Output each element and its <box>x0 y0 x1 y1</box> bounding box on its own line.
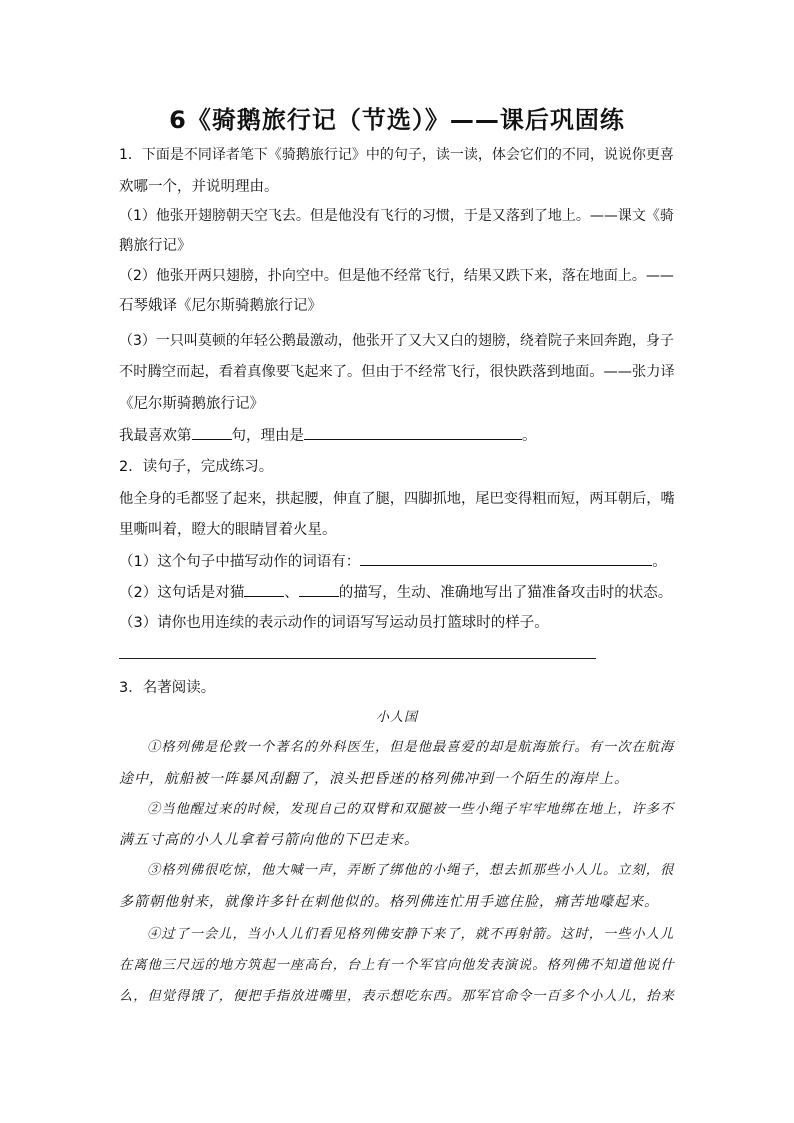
q1-answer-middle: 句，理由是 <box>231 428 304 444</box>
q2-sub3-line: （3）请你也用连续的表示动作的词语写写运动员打篮球时的样子。 <box>119 615 549 631</box>
q2-sub1-blank[interactable] <box>360 551 652 566</box>
passage-line-9: 么，但觉得饿了，便把手指放进嘴里，表示想吃东西。那军官命令一百多个小人儿，抬来 <box>119 989 675 1004</box>
q1-prompt-line-2: 欢哪一个，并说明理由。 <box>119 179 279 195</box>
passage-line-4: 满五寸高的小人儿拿着弓箭向他的下巴走来。 <box>119 832 419 848</box>
q1-sentence-1b: 鹅旅行记》 <box>119 238 192 254</box>
passage-line-2: 途中，航船被一阵暴风刮翻了，浪头把昏迷的格列佛冲到一个陌生的海岸上。 <box>119 771 629 787</box>
q1-sentence-3c: 《尼尔斯骑鹅旅行记》 <box>119 396 264 412</box>
q2-sub3-answer-line[interactable] <box>119 658 596 659</box>
q2-sub2-line <box>119 582 672 603</box>
q1-answer-end: 。 <box>522 428 537 444</box>
q2-sub2-separator: 、 <box>284 585 299 601</box>
passage-title: 小人国 <box>375 710 418 725</box>
passage-line-5: ③格列佛很吃惊，他大喊一声，弄断了绑他的小绳子，想去抓那些小人儿。立刻，很 <box>147 863 675 878</box>
q1-answer-prefix: 我最喜欢第 <box>119 428 192 444</box>
q2-heading: 2．读句子，完成练习。 <box>119 459 274 475</box>
q1-sentence-2b: 石琴娥译《尼尔斯骑鹅旅行记》 <box>119 298 322 314</box>
q1-reason-blank[interactable] <box>304 425 522 440</box>
q1-answer-line <box>119 425 537 446</box>
q2-sub2-blank-2[interactable] <box>299 582 339 597</box>
q1-sentence-number-blank[interactable] <box>192 425 232 440</box>
q1-sentence-3a: （3）一只叫莫顿的年轻公鹅最激动，他张开了又大又白的翅膀，绕着院子来回奔跑，身子 <box>119 333 674 349</box>
passage-line-6: 多箭朝他射来，就像许多针在刺他似的。格列佛连忙用手遮住脸，痛苦地嚎起来。 <box>119 894 659 910</box>
q2-sub2-label: （2）这句话是对猫 <box>119 585 245 601</box>
q2-passage-line-2: 里嘶叫着，瞪大的眼睛冒着火星。 <box>119 522 337 538</box>
q2-sub2-rest: 的描写，生动、准确地写出了猫准备攻击时的状态。 <box>338 585 673 601</box>
q1-sentence-3b: 不时腾空而起，看着真像要飞起来了。但由于不经常飞行，很快跌落到地面。——张力译 <box>119 364 675 380</box>
passage-line-8: 在离他三尺远的地方筑起一座高台，台上有一个军官向他发表演说。格列佛不知道他说什 <box>119 958 675 973</box>
passage-line-3: ②当他醒过来的时候，发现自己的双臂和双腿被一些小绳子牢牢地绑在地上，许多不 <box>147 802 675 817</box>
q1-sentence-2a: （2）他张开两只翅膀，扑向空中。但是他不经常飞行，结果又跌下来，落在地面上。—— <box>119 268 674 284</box>
q2-sub1-end: 。 <box>652 554 667 570</box>
q1-prompt-line-1: 1．下面是不同译者笔下《骑鹅旅行记》中的句子，读一读，体会它们的不同，说说你更喜 <box>119 147 674 163</box>
page-title: 6《骑鹅旅行记（节选）》——课后巩固练 <box>169 106 625 134</box>
q2-passage-line-1: 他全身的毛都竖了起来，拱起腰，伸直了腿，四脚抓地，尾巴变得粗而短，两耳朝后，嘴 <box>119 491 675 507</box>
q2-sub1-line <box>119 551 667 572</box>
q2-sub1-label: （1）这个句子中描写动作的词语有： <box>119 554 361 570</box>
passage-line-7: ④过了一会儿，当小人儿们看见格列佛安静下来了，就不再射箭。这时，一些小人儿 <box>147 927 675 942</box>
q2-sub2-blank-1[interactable] <box>244 582 284 597</box>
q1-sentence-1a: （1）他张开翅膀朝天空飞去。但是他没有飞行的习惯，于是又落到了地上。——课文《骑 <box>119 208 674 224</box>
passage-line-1: ①格列佛是伦敦一个著名的外科医生，但是他最喜爱的却是航海旅行。有一次在航海 <box>147 740 675 755</box>
q3-heading: 3．名著阅读。 <box>119 680 216 696</box>
